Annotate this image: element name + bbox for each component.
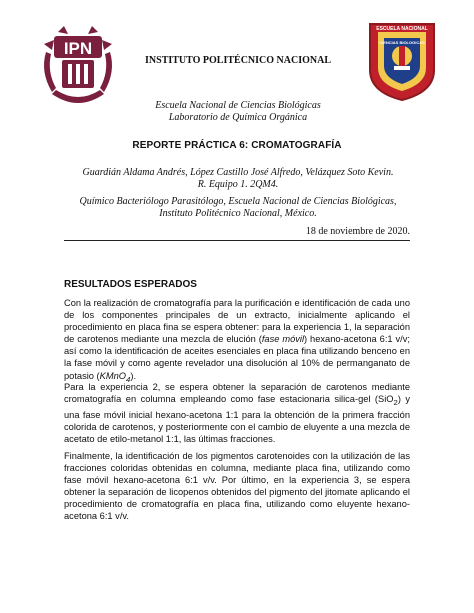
institution-name: INSTITUTO POLITÉCNICO NACIONAL (145, 55, 331, 66)
school-block (100, 100, 376, 124)
affiliation: Químico Bacteriólogo Parasitólogo, Escuela Nacional de Ciencias Biológicas, Instituto Politécnico Nacional, México. (79, 196, 397, 219)
paragraph-2: Para la experiencia 2, se espera obtener la separación de carotenos mediante cromatografía en columna empleando como fase estacionaria silica-gel (SiO$_2$) y una fase móvil inicial hexano-acetona 1:1 para la obtención de la primera fracción colorida de carotenos, y posteriormente con el cambio de eluyente a una mezcla de acetato de etilo-metanol 1:1, las últimas fracciones. (64, 382, 411, 445)
authors: Guardián Aldama Andrés, López Castillo José Alfredo, Velázquez Soto Kevin. R. Equipo 1. 2QM4. (82, 167, 394, 190)
svg-text:IPN: IPN (63, 39, 93, 58)
section-title: RESULTADOS ESPERADOS (64, 279, 197, 290)
svg-text:ESCUELA NACIONAL: ESCUELA NACIONAL (376, 26, 428, 32)
lab-name: Laboratorio de Química Orgánica (168, 112, 308, 123)
report-date: 18 de noviembre de 2020. (305, 226, 410, 237)
encb-logo (366, 20, 438, 102)
paragraph-1: Con la realización de cromatografía para la purificación e identificación de cada uno de los componentes principales de un extracto, inicialmente aplicando el procedimiento en placa fina se espera obtener: para la experiencia 1, la separación de carotenos mediante una mezcla de elución (fase móvil) hexano-acetona 6:1 v/v; así como la identificación de aceites esenciales en placa fina utilizando benceno en la fase móvil y como agente revelador una disolución al 10% de permanganato de potasio (KMnO$_4$). (64, 298, 410, 384)
school-name: Escuela Nacional de Ciencias Biológicas (155, 100, 321, 111)
divider-rule (64, 240, 410, 241)
paragraph-3: Finalmente, la identificación de los pigmentos carotenoides con la utilización de las fracciones coloridas obtenidas en columna, mediante placa fina, utilizando como fase móvil hexano-acetona 6:1 v/v. Por último, en la experiencia 3, se espera obtener la separación de licopenos obtenidos del pigmento del jitomate aplicando el procedimiento de cromatografía en placa fina, utilizando como eluyente hexano-acetona 6:1 v/v. (64, 451, 410, 522)
report-title: REPORTE PRÁCTICA 6: CROMATOGRAFÍA (132, 140, 342, 151)
ipn-logo (38, 22, 118, 108)
svg-text:CIENCIAS BIOLOGICAS: CIENCIAS BIOLOGICAS (379, 40, 425, 45)
